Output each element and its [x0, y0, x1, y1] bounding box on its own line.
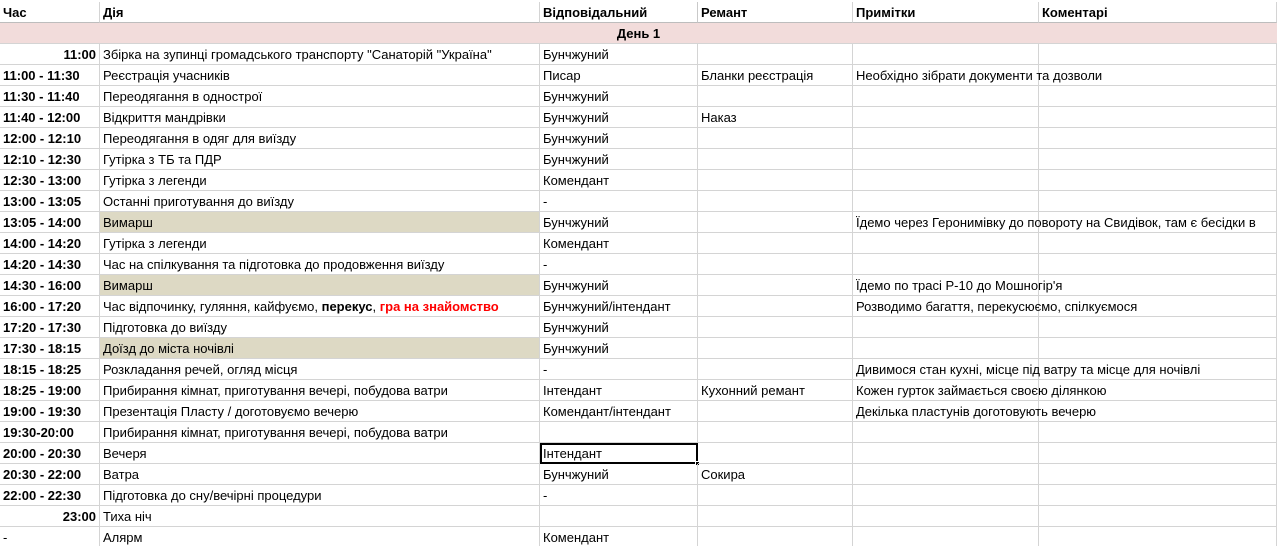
table-row — [0, 128, 1277, 149]
cell-responsible[interactable] — [540, 422, 698, 443]
cell-action[interactable]: Вечеря — [100, 443, 540, 464]
cell-comments[interactable] — [1039, 296, 1277, 317]
cell-equipment[interactable]: Наказ — [698, 107, 853, 128]
cell-responsible[interactable]: - — [540, 485, 698, 506]
cell-comments[interactable] — [1039, 401, 1277, 422]
cell-equipment[interactable] — [698, 422, 853, 443]
header-comments[interactable]: Коментарі — [1039, 2, 1277, 23]
cell-notes[interactable] — [853, 317, 1039, 338]
cell-notes[interactable] — [853, 191, 1039, 212]
cell-responsible[interactable]: Бунчжуний — [540, 149, 698, 170]
cell-equipment[interactable] — [698, 191, 853, 212]
cell-time[interactable]: 11:30 - 11:40 — [0, 86, 100, 107]
cell-notes[interactable] — [853, 338, 1039, 359]
cell-action[interactable]: Вимарш — [100, 275, 540, 296]
cell-notes[interactable] — [853, 233, 1039, 254]
cell-action[interactable]: Прибирання кімнат, приготування вечері, побудова ватри — [100, 380, 540, 401]
cell-time[interactable]: 22:00 - 22:30 — [0, 485, 100, 506]
table-row — [0, 485, 1277, 506]
table-row — [0, 86, 1277, 107]
cell-notes[interactable]: Декілька пластунів доготовують вечерю — [853, 401, 1039, 422]
cell-comments[interactable] — [1039, 485, 1277, 506]
cell-comments[interactable] — [1039, 506, 1277, 527]
cell-action[interactable]: Тиха ніч — [100, 506, 540, 527]
cell-notes[interactable]: Необхідно зібрати документи та дозволи — [853, 65, 1039, 86]
cell-comments[interactable] — [1039, 443, 1277, 464]
table-row — [0, 422, 1277, 443]
cell-responsible[interactable]: Бунчжуний — [540, 317, 698, 338]
cell-comments[interactable] — [1039, 233, 1277, 254]
cell-responsible[interactable]: Бунчжуний — [540, 338, 698, 359]
cell-action[interactable]: Розкладання речей, огляд місця — [100, 359, 540, 380]
cell-time[interactable]: 14:00 - 14:20 — [0, 233, 100, 254]
cell-notes[interactable] — [853, 149, 1039, 170]
table-row — [0, 464, 1277, 485]
cell-notes[interactable] — [853, 254, 1039, 275]
cell-responsible[interactable]: Комендант — [540, 233, 698, 254]
cell-equipment[interactable]: Кухонний ремант — [698, 380, 853, 401]
table-row — [0, 401, 1277, 422]
cell-responsible[interactable]: Бунчжуний — [540, 128, 698, 149]
cell-action[interactable]: Підготовка до сну/вечірні процедури — [100, 485, 540, 506]
cell-responsible[interactable]: Бунчжуний — [540, 44, 698, 65]
cell-notes[interactable]: Їдемо через Геронимівку до повороту на Свидівок, там є бесідки в — [853, 212, 1039, 233]
cell-equipment[interactable] — [698, 443, 853, 464]
cell-comments[interactable] — [1039, 191, 1277, 212]
cell-action[interactable]: Переодягання в одяг для виїзду — [100, 128, 540, 149]
cell-equipment[interactable] — [698, 317, 853, 338]
cell-time[interactable]: 11:40 - 12:00 — [0, 107, 100, 128]
table-row — [0, 275, 1277, 296]
cell-comments[interactable] — [1039, 317, 1277, 338]
cell-time[interactable]: 13:05 - 14:00 — [0, 212, 100, 233]
cell-equipment[interactable] — [698, 485, 853, 506]
header-time[interactable]: Час — [0, 2, 100, 23]
header-notes[interactable]: Примітки — [853, 2, 1039, 23]
cell-time[interactable]: 18:25 - 19:00 — [0, 380, 100, 401]
cell-time[interactable]: 16:00 - 17:20 — [0, 296, 100, 317]
cell-action[interactable]: Вимарш — [100, 212, 540, 233]
cell-action[interactable]: Гутірка з ТБ та ПДР — [100, 149, 540, 170]
cell-equipment[interactable] — [698, 44, 853, 65]
cell-responsible[interactable]: Комендант — [540, 170, 698, 191]
cell-equipment[interactable] — [698, 338, 853, 359]
cell-action[interactable]: Підготовка до виїзду — [100, 317, 540, 338]
header-responsible[interactable]: Відповідальний — [540, 2, 698, 23]
day-row — [0, 23, 1277, 44]
cell-action[interactable]: Прибирання кімнат, приготування вечері, побудова ватри — [100, 422, 540, 443]
cell-comments[interactable] — [1039, 254, 1277, 275]
cell-comments[interactable] — [1039, 359, 1277, 380]
table-row — [0, 254, 1277, 275]
cell-time[interactable]: 19:30-20:00 — [0, 422, 100, 443]
table-row — [0, 65, 1277, 86]
cell-equipment[interactable] — [698, 170, 853, 191]
cell-action[interactable]: Відкриття мандрівки — [100, 107, 540, 128]
action-text-part: гра на знайомство — [379, 299, 499, 314]
cell-time[interactable]: 11:00 - 11:30 — [0, 65, 100, 86]
cell-action[interactable]: Збірка на зупинці громадського транспорту "Санаторій "Україна" — [100, 44, 540, 65]
cell-time[interactable]: 17:30 - 18:15 — [0, 338, 100, 359]
table-row — [0, 44, 1277, 65]
table-row — [0, 359, 1277, 380]
cell-comments[interactable] — [1039, 86, 1277, 107]
cell-action[interactable]: Переодягання в однострої — [100, 86, 540, 107]
cell-comments[interactable] — [1039, 380, 1277, 401]
cell-time[interactable]: 19:00 - 19:30 — [0, 401, 100, 422]
cell-equipment[interactable]: Бланки реєстрація — [698, 65, 853, 86]
cell-time[interactable]: 12:30 - 13:00 — [0, 170, 100, 191]
cell-action[interactable]: Алярм — [100, 527, 540, 546]
cell-equipment[interactable] — [698, 359, 853, 380]
cell-equipment[interactable] — [698, 128, 853, 149]
table-row — [0, 317, 1277, 338]
cell-action[interactable]: Гутірка з легенди — [100, 233, 540, 254]
cell-notes[interactable]: Розводимо багаття, перекусюємо, спілкуємося — [853, 296, 1039, 317]
cell-time[interactable]: 17:20 - 17:30 — [0, 317, 100, 338]
cell-time[interactable]: 20:00 - 20:30 — [0, 443, 100, 464]
cell-comments[interactable] — [1039, 527, 1277, 546]
cell-time[interactable]: 12:00 - 12:10 — [0, 128, 100, 149]
cell-time[interactable]: 18:15 - 18:25 — [0, 359, 100, 380]
cell-comments[interactable] — [1039, 338, 1277, 359]
action-text-part: Час відпочинку, гуляння, кайфуємо, — [103, 299, 322, 314]
table-row — [0, 107, 1277, 128]
cell-comments[interactable] — [1039, 65, 1277, 86]
cell-notes[interactable] — [853, 107, 1039, 128]
table-row — [0, 338, 1277, 359]
cell-equipment[interactable] — [698, 212, 853, 233]
cell-responsible[interactable]: - — [540, 254, 698, 275]
cell-responsible[interactable]: Бунчжуний — [540, 212, 698, 233]
cell-responsible[interactable]: Писар — [540, 65, 698, 86]
cell-equipment[interactable]: Сокира — [698, 464, 853, 485]
cell-comments[interactable] — [1039, 149, 1277, 170]
cell-notes[interactable] — [853, 506, 1039, 527]
cell-action[interactable]: Час на спілкування та підготовка до продовження виїзду — [100, 254, 540, 275]
table-row — [0, 380, 1277, 401]
cell-time[interactable]: - — [0, 527, 100, 546]
cell-responsible[interactable]: Інтендант — [540, 380, 698, 401]
cell-equipment[interactable] — [698, 254, 853, 275]
cell-action[interactable]: Реєстрація учасників — [100, 65, 540, 86]
cell-notes[interactable] — [853, 86, 1039, 107]
table-row — [0, 212, 1277, 233]
cell-equipment[interactable] — [698, 275, 853, 296]
cell-responsible[interactable]: Бунчжуний/інтендант — [540, 296, 698, 317]
cell-action[interactable]: Останні приготування до виїзду — [100, 191, 540, 212]
cell-responsible[interactable]: - — [540, 359, 698, 380]
cell-equipment[interactable] — [698, 233, 853, 254]
cell-action[interactable]: Презентація Пласту / доготовуємо вечерю — [100, 401, 540, 422]
cell-notes[interactable]: Дивимося стан кухні, місце під ватру та місце для ночівлі — [853, 359, 1039, 380]
cell-time[interactable]: 13:00 - 13:05 — [0, 191, 100, 212]
cell-responsible[interactable]: Бунчжуний — [540, 107, 698, 128]
table-row — [0, 191, 1277, 212]
cell-notes[interactable] — [853, 485, 1039, 506]
cell-time[interactable]: 12:10 - 12:30 — [0, 149, 100, 170]
header-equipment[interactable]: Ремант — [698, 2, 853, 23]
cell-equipment[interactable] — [698, 401, 853, 422]
cell-responsible[interactable]: Бунчжуний — [540, 86, 698, 107]
cell-comments[interactable] — [1039, 170, 1277, 191]
cell-notes[interactable]: Кожен гурток займається своєю ділянкою — [853, 380, 1039, 401]
cell-notes[interactable] — [853, 422, 1039, 443]
table-row — [0, 443, 1277, 464]
cell-time[interactable]: 23:00 — [0, 506, 100, 527]
cell-responsible[interactable]: Комендант/інтендант — [540, 401, 698, 422]
cell-notes[interactable] — [853, 527, 1039, 546]
cell-responsible[interactable]: - — [540, 191, 698, 212]
cell-equipment[interactable] — [698, 527, 853, 546]
cell-equipment[interactable] — [698, 506, 853, 527]
cell-comments[interactable] — [1039, 464, 1277, 485]
cell-responsible[interactable]: Інтендант — [540, 443, 698, 464]
table-row — [0, 296, 1277, 317]
cell-notes[interactable]: Їдемо по трасі Р-10 до Мошногір'я — [853, 275, 1039, 296]
cell-notes[interactable] — [853, 44, 1039, 65]
cell-action[interactable] — [100, 296, 540, 317]
cell-notes[interactable] — [853, 170, 1039, 191]
table-row — [0, 527, 1277, 546]
cell-action[interactable]: Ватра — [100, 464, 540, 485]
cell-notes[interactable] — [853, 128, 1039, 149]
cell-comments[interactable] — [1039, 107, 1277, 128]
cell-comments[interactable] — [1039, 275, 1277, 296]
cell-comments[interactable] — [1039, 44, 1277, 65]
cell-responsible[interactable]: Бунчжуний — [540, 464, 698, 485]
cell-comments[interactable] — [1039, 128, 1277, 149]
cell-notes[interactable] — [853, 443, 1039, 464]
cell-time[interactable]: 14:30 - 16:00 — [0, 275, 100, 296]
cell-time[interactable]: 14:20 - 14:30 — [0, 254, 100, 275]
header-action[interactable]: Дія — [100, 2, 540, 23]
table-row — [0, 149, 1277, 170]
table-row — [0, 233, 1277, 254]
cell-responsible[interactable] — [540, 506, 698, 527]
cell-equipment[interactable] — [698, 149, 853, 170]
cell-time[interactable]: 20:30 - 22:00 — [0, 464, 100, 485]
table-row — [0, 170, 1277, 191]
cell-responsible[interactable]: Комендант — [540, 527, 698, 546]
cell-notes[interactable] — [853, 464, 1039, 485]
cell-equipment[interactable] — [698, 296, 853, 317]
action-text-part: перекус — [321, 299, 373, 314]
header-row — [0, 2, 1277, 23]
cell-equipment[interactable] — [698, 86, 853, 107]
day-label[interactable]: День 1 — [0, 23, 1277, 44]
action-text-part: , — [372, 299, 380, 314]
cell-time[interactable]: 11:00 — [0, 44, 100, 65]
cell-action[interactable]: Гутірка з легенди — [100, 170, 540, 191]
cell-responsible[interactable]: Бунчжуний — [540, 275, 698, 296]
cell-action[interactable]: Доїзд до міста ночівлі — [100, 338, 540, 359]
cell-comments[interactable] — [1039, 422, 1277, 443]
table-row — [0, 506, 1277, 527]
cell-comments[interactable] — [1039, 212, 1277, 233]
